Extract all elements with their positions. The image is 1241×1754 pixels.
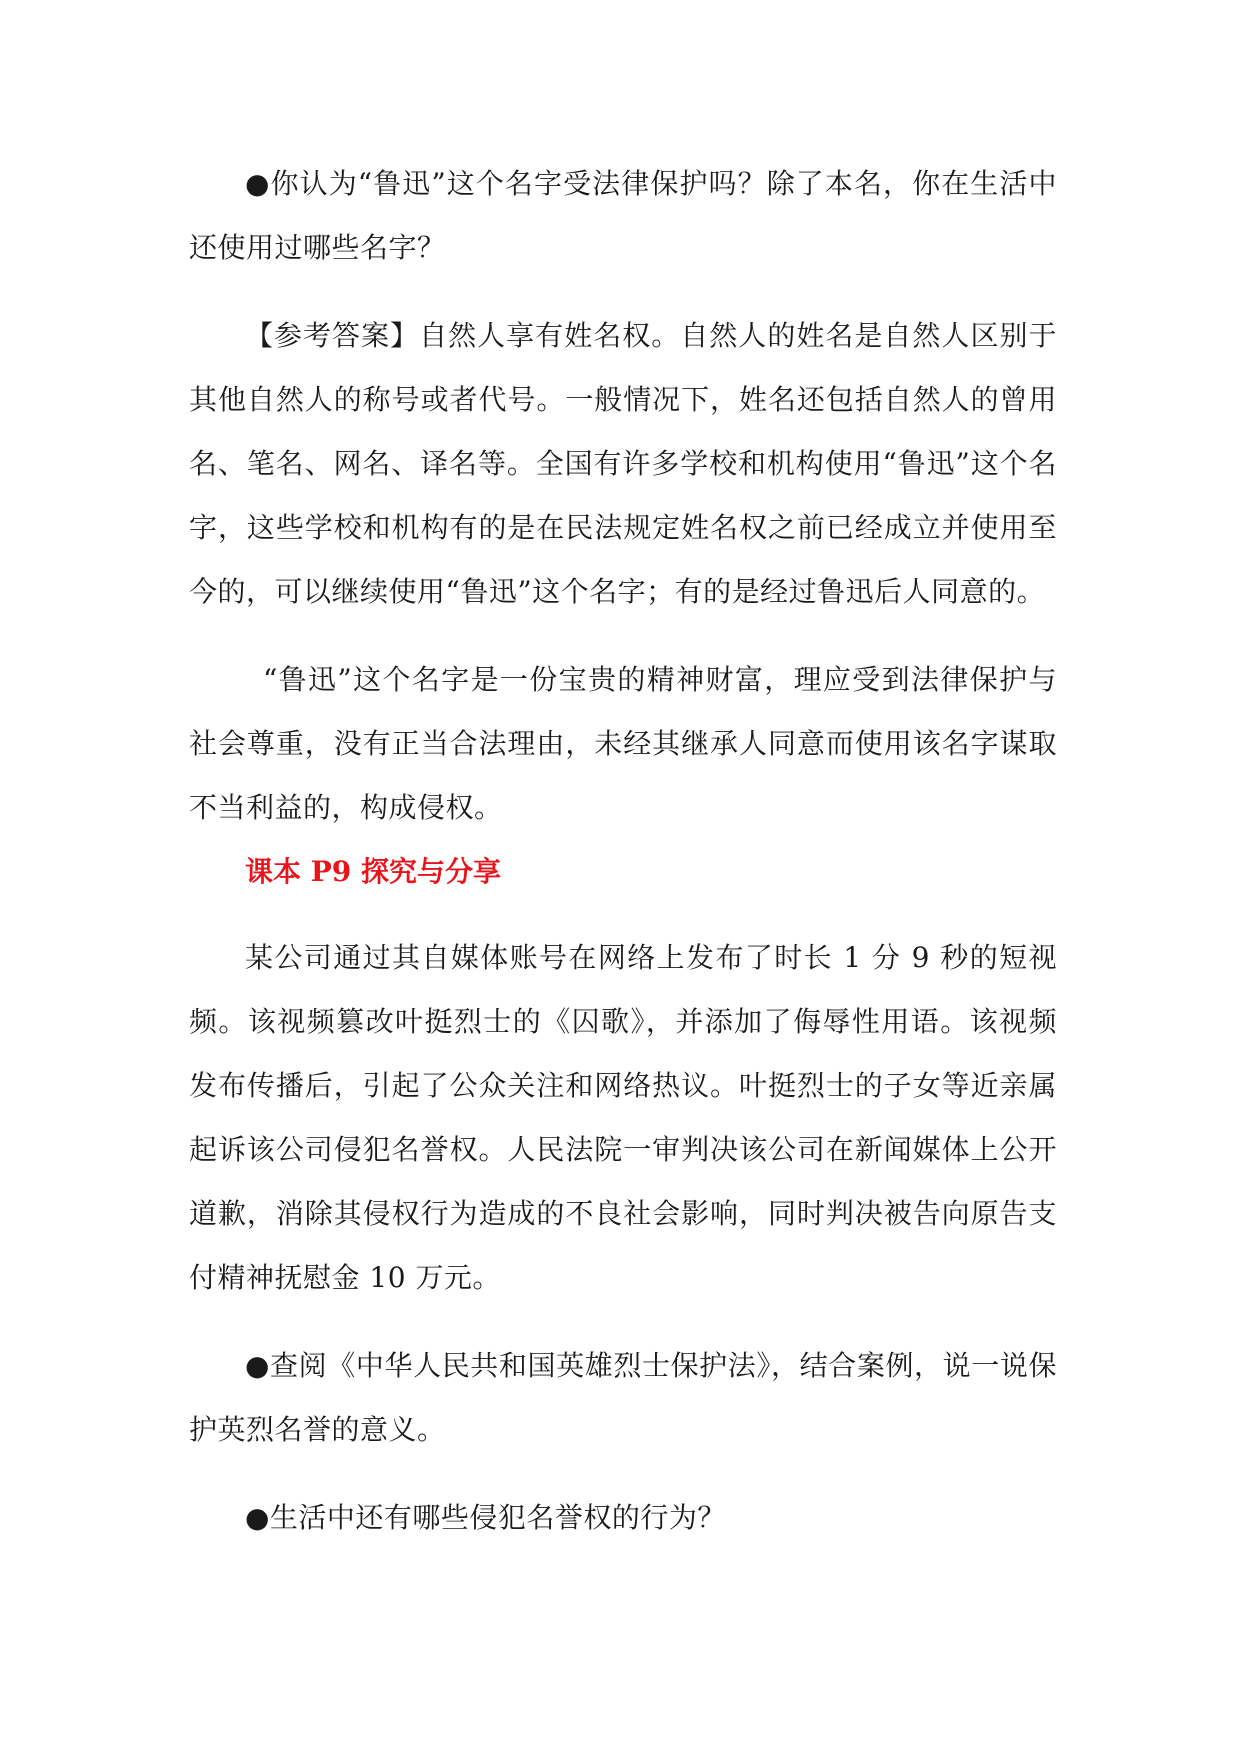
question-hero-law: ●查阅《中华人民共和国英雄烈士保护法》，结合案例，说一说保护英烈名誉的意义。	[189, 1349, 1057, 1446]
section-heading: 课本 P9 探究与分享	[245, 855, 502, 888]
question-name-protection: ●你认为“鲁迅”这个名字受法律保护吗？除了本名，你在生活中还使用过哪些名字？	[189, 167, 1057, 264]
reference-answer-continued: “鲁迅”这个名字是一份宝贵的精神财富，理应受到法律保护与社会尊重，没有正当合法理由，未经其继承人同意而使用该名字谋取不当利益的，构成侵权。	[189, 663, 1057, 824]
case-description: 某公司通过其自媒体账号在网络上发布了时长 1 分 9 秒的短视频。该视频篡改叶挺烈士的《囚歌》，并添加了侮辱性用语。该视频发布传播后，引起了公众关注和网络热议。叶挺烈士的子女等近亲属起诉该公司侵犯名誉权。人民法院一审判决该公司在新闻媒体上公开道歉，消除其侵权行为造成的不良社会影响，同时判决被告向原告支付精神抚慰金 10 万元。	[189, 941, 1057, 1294]
reference-answer: 【参考答案】自然人享有姓名权。自然人的姓名是自然人区别于其他自然人的称号或者代号。一般情况下，姓名还包括自然人的曾用名、笔名、网名、译名等。全国有许多学校和机构使用“鲁迅”这个名字，这些学校和机构有的是在民法规定姓名权之前已经成立并使用至今的，可以继续使用“鲁迅”这个名字；有的是经过鲁迅后人同意的。	[189, 319, 1057, 608]
document-body	[189, 152, 1057, 1550]
question-reputation-violations: ●生活中还有哪些侵犯名誉权的行为？	[245, 1501, 726, 1534]
